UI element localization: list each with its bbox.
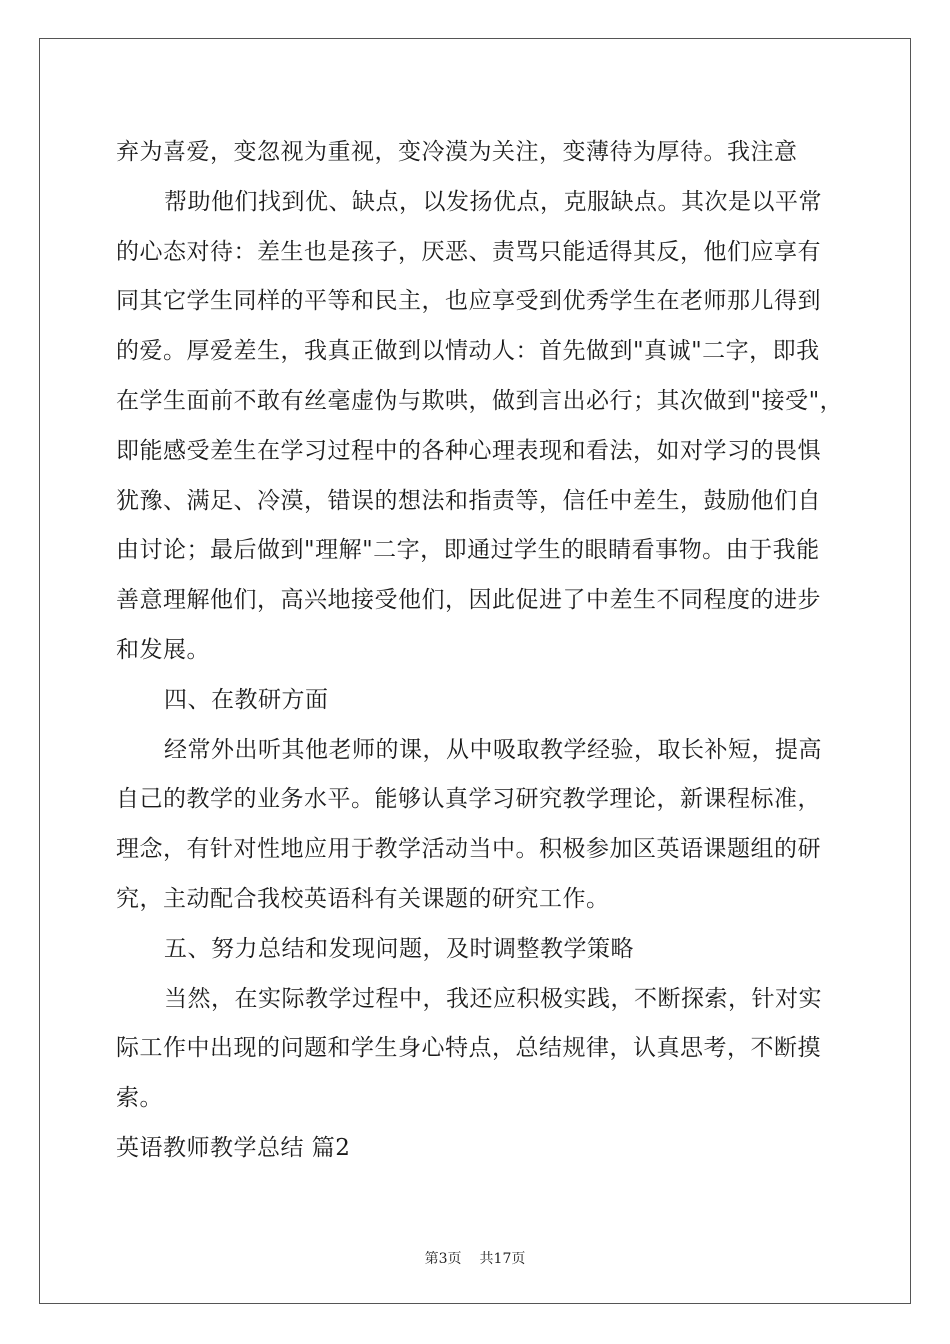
text-line: 理念，有针对性地应用于教学活动当中。积极参加区英语课题组的研 — [116, 836, 821, 863]
text-line: 在学生面前不敢有丝毫虚伪与欺哄，做到言出必行；其次做到"接受"， — [116, 387, 844, 414]
text-line: 究，主动配合我校英语科有关课题的研究工作。 — [116, 885, 610, 912]
page-number: 第3页 — [424, 1251, 462, 1267]
text-line: 和发展。 — [116, 636, 210, 663]
text-line: 的爱。厚爱差生，我真正做到以情动人：首先做到"真诚"二字，即我 — [116, 338, 820, 365]
text-line: 自己的教学的业务水平。能够认真学习研究教学理论，新课程标准， — [116, 786, 821, 813]
text-line: 弃为喜爱，变忽视为重视，变冷漠为关注，变薄待为厚待。我注意 — [116, 139, 798, 165]
article-title: 英语教师教学总结 篇2 — [116, 1134, 351, 1161]
text-line: 经常外出听其他老师的课，从中吸取教学经验，取长补短，提高 — [164, 736, 822, 763]
page-total: 共17页 — [479, 1251, 526, 1267]
text-line: 犹豫、满足、冷漠，错误的想法和指责等，信任中差生，鼓励他们自 — [116, 487, 821, 514]
text-line: 索。 — [116, 1085, 163, 1112]
section-heading: 五、努力总结和发现问题，及时调整教学策略 — [164, 935, 634, 962]
text-line: 即能感受差生在学习过程中的各种心理表现和看法，如对学习的畏惧 — [116, 437, 821, 464]
text-line: 同其它学生同样的平等和民主，也应享受到优秀学生在老师那儿得到 — [116, 288, 821, 315]
text-line: 际工作中出现的问题和学生身心特点，总结规律，认真思考，不断摸 — [116, 1035, 821, 1062]
text-line: 帮助他们找到优、缺点，以发扬优点，克服缺点。其次是以平常 — [164, 188, 822, 215]
page-footer — [0, 1248, 950, 1268]
text-line: 善意理解他们，高兴地接受他们，因此促进了中差生不同程度的进步 — [116, 587, 821, 614]
text-line: 由讨论；最后做到"理解"二字，即通过学生的眼睛看事物。由于我能 — [116, 537, 820, 564]
text-line: 的心态对待：差生也是孩子，厌恶、责骂只能适得其反，他们应享有 — [116, 238, 821, 265]
text-line: 当然，在实际教学过程中，我还应积极实践，不断探索，针对实 — [164, 985, 822, 1012]
section-heading: 四、在教研方面 — [164, 686, 329, 713]
document-body — [116, 128, 844, 1174]
